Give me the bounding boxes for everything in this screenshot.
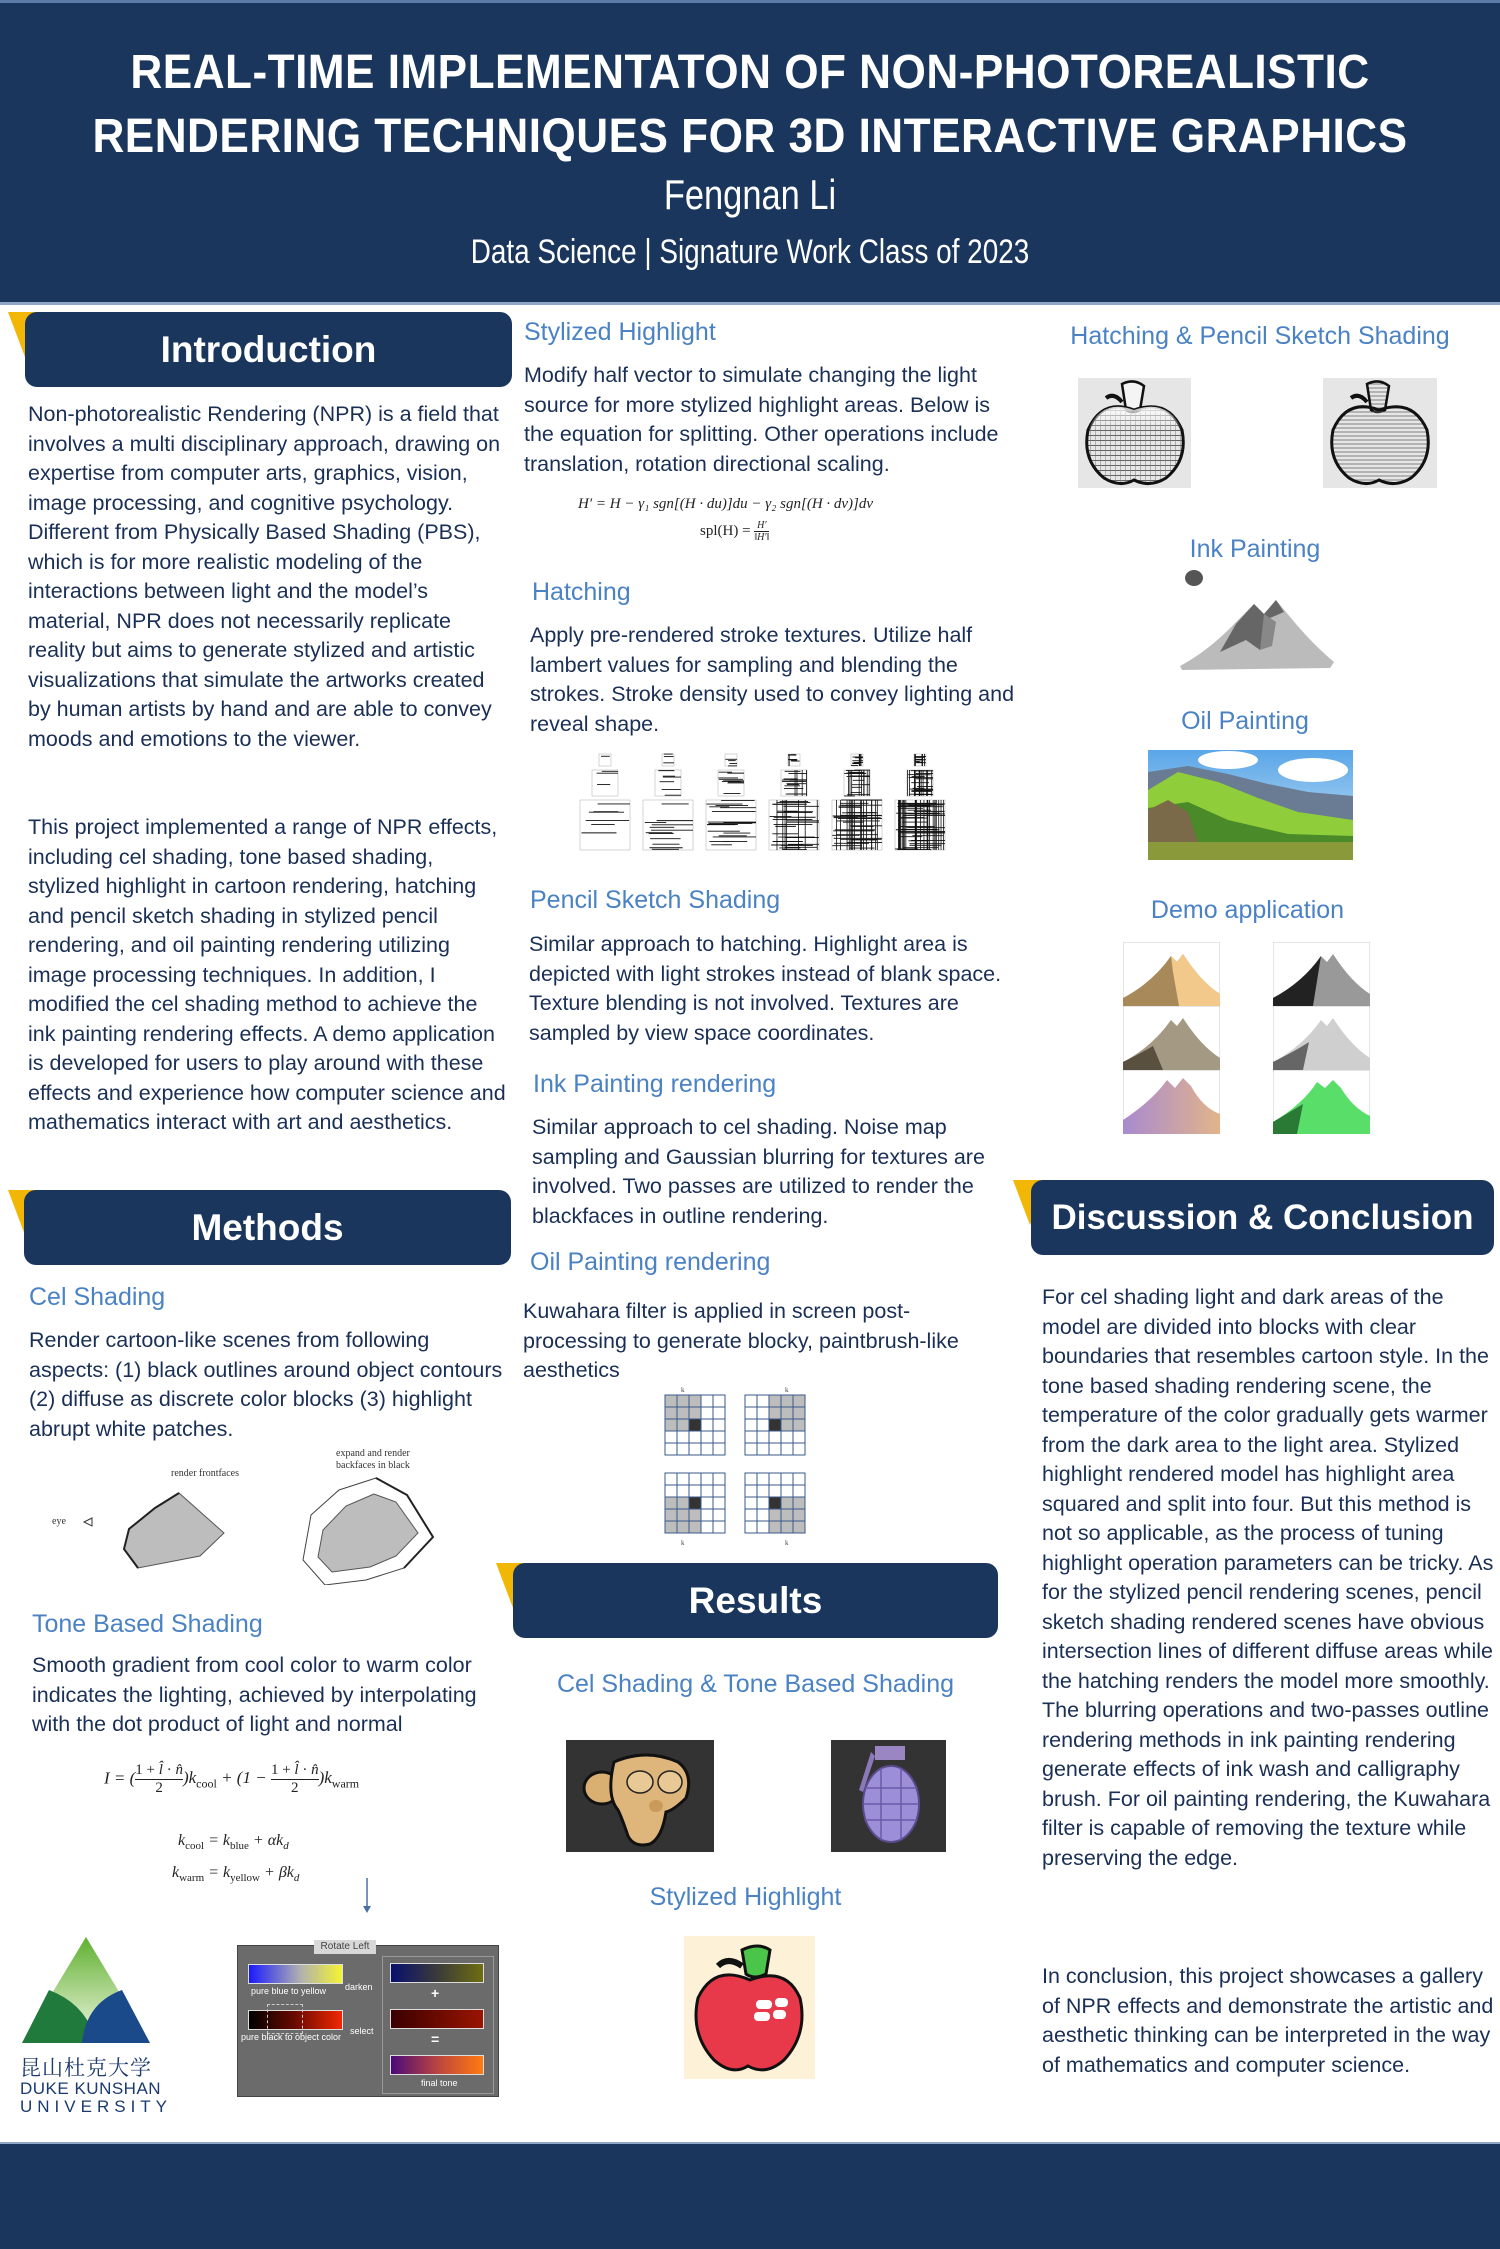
kuwahara-cell (713, 1473, 725, 1485)
hatching-text: Apply pre-rendered stroke textures. Utilize half lambert values for sampling and blending the strokes. Stroke density used to convey lighting and reveal shape. (530, 623, 1015, 736)
kuwahara-cell (677, 1419, 689, 1431)
kuwahara-cell (665, 1395, 677, 1407)
demo-application-grid (1123, 942, 1373, 1134)
tone-based-text: Smooth gradient from cool color to warm color indicates the lighting, achieved by interpolating with the dot product of light and normal (32, 1653, 477, 1736)
kuwahara-cell (701, 1419, 713, 1431)
ink-painting-text: Similar approach to cel shading. Noise map sampling and Gaussian blurring for textures are involved. Two passes are utilized to render the blackfaces in outline rendering. (532, 1115, 985, 1228)
tone-equation-kwarm: $k_{warm} = k_{yellow} + \beta k_d$ (172, 1864, 300, 1885)
section-banner-results (513, 1563, 998, 1638)
discussion-paragraph-2: In conclusion, this project showcases a gallery of NPR effects and demonstrate the artistic and aesthetic thinking can be interpreted in the way of mathematics and computer science. (1042, 1964, 1494, 2077)
kuwahara-cell (701, 1509, 713, 1521)
kuwahara-grid (745, 1473, 805, 1545)
author-name: Fengnan Li (663, 171, 837, 218)
oil-painting-text: Kuwahara filter is applied in screen post-processing to generate blocky, paintbrush-like aesthetics (523, 1299, 959, 1382)
cel-shading-text: Render cartoon-like scenes from following aspects: (1) black outlines around object contours (2) diffuse as discrete color blocks (3) highlight abrupt white patches. (29, 1328, 503, 1441)
kuwahara-cell (745, 1485, 757, 1497)
spl-lhs: spl(H) = (700, 522, 751, 539)
hatch-texture (718, 770, 744, 796)
darkened-gradient (390, 1963, 484, 1983)
kuwahara-cell (665, 1419, 677, 1431)
ink-painting-mountain-image (1180, 560, 1340, 670)
kuwahara-cell (701, 1473, 713, 1485)
kuwahara-cell (701, 1443, 713, 1455)
kuwahara-cell (689, 1407, 701, 1419)
kuwahara-cell (769, 1395, 781, 1407)
subhead-oil-painting-results: Oil Painting (1181, 707, 1309, 735)
kuwahara-cell (757, 1407, 769, 1419)
kuwahara-cell (689, 1473, 701, 1485)
final-tone-gradient (390, 2055, 484, 2075)
kuwahara-grid (665, 1386, 725, 1455)
poster-footer (0, 2142, 1500, 2249)
subhead-hatching: Hatching (532, 578, 631, 606)
kuwahara-cell (781, 1419, 793, 1431)
darken-label: darken (345, 1982, 373, 1992)
k-label: k (785, 1539, 789, 1545)
demo-screenshot-green (1273, 1070, 1370, 1134)
demo-screenshot-pencil (1273, 1006, 1370, 1070)
kuwahara-cell (757, 1419, 769, 1431)
kuwahara-cell (689, 1497, 701, 1509)
eye-label: eye (52, 1516, 66, 1527)
hatch-texture (844, 770, 870, 796)
final-tone-label: final tone (421, 2078, 458, 2088)
hatch-texture (769, 800, 819, 850)
hatched-apple-image (1078, 378, 1191, 488)
kuwahara-cell (769, 1509, 781, 1521)
equals-sign: = (431, 2031, 440, 2047)
kuwahara-cell (793, 1443, 805, 1455)
backfaces-label-1: expand and render (336, 1448, 410, 1459)
kuwahara-cell (745, 1419, 757, 1431)
kuwahara-cell (665, 1443, 677, 1455)
kuwahara-cell (689, 1509, 701, 1521)
kuwahara-cell (677, 1431, 689, 1443)
hatch-texture (643, 800, 693, 850)
spl-equation (700, 520, 769, 543)
kuwahara-cell (757, 1497, 769, 1509)
hatch-texture (706, 800, 756, 850)
kuwahara-diagram (645, 1385, 835, 1545)
hatch-texture (851, 754, 863, 766)
hatch-texture (655, 770, 681, 796)
kuwahara-cell (701, 1497, 713, 1509)
select-box (267, 2004, 303, 2034)
hatch-texture (781, 770, 807, 796)
logo-line1: DUKE KUNSHAN (20, 2079, 162, 2098)
kuwahara-cell (713, 1395, 725, 1407)
rotate-left-tab: Rotate Left (314, 1940, 376, 1954)
kuwahara-cell (781, 1395, 793, 1407)
kuwahara-cell (665, 1473, 677, 1485)
kuwahara-cell (713, 1521, 725, 1533)
split-equation: H′ = H − γ₁ sgn[(H · du)]du − γ₂ sgn[(H · dv)]dv (578, 496, 874, 512)
frontface-polygon (124, 1493, 224, 1568)
kuwahara-cell (689, 1485, 701, 1497)
dku-logo-mark (18, 1935, 153, 2045)
hatch-texture (592, 770, 618, 796)
subhead-cel-shading: Cel Shading (29, 1283, 166, 1311)
cel-shaded-monkey-image (566, 1740, 714, 1852)
kuwahara-cell (781, 1407, 793, 1419)
k-label: k (681, 1539, 685, 1545)
kuwahara-cell (665, 1521, 677, 1533)
section-banner-methods (24, 1190, 511, 1265)
section-banner-introduction (25, 312, 512, 387)
kuwahara-cell (701, 1395, 713, 1407)
intro-paragraph-2: This project implemented a range of NPR effects, including cel shading, tone based shading, stylized highlight in cartoon rendering, hatching and pencil sketch shading in stylized pencil rendering, and oil painting rendering utilizing image processing techniques. In addition, I modified the cel shading method to achieve the ink painting rendering effects. A demo application is developed for users to play around with these effects and experience how computer science and mathematics interact with art and aesthetics. (28, 815, 506, 1134)
kuwahara-cell (781, 1509, 793, 1521)
kuwahara-cell (793, 1395, 805, 1407)
kuwahara-cell (701, 1431, 713, 1443)
kuwahara-cell (665, 1497, 677, 1509)
kuwahara-cell (781, 1431, 793, 1443)
section-heading: Discussion & Conclusion (1051, 1197, 1474, 1237)
pencil-sketch-apple-image (1323, 378, 1437, 488)
kuwahara-cell (745, 1497, 757, 1509)
demo-screenshot-tone (1123, 1006, 1220, 1070)
stylized-highlight-text: Modify half vector to simulate changing the light source for more stylized highlight areas. Below is the equation for splitting. Other operations include translation, rotation directional scaling. (524, 363, 999, 476)
tone-equation-main: I = ( $\frac{1 + l̂ \cdot n̂}{2}$ )$k_{cool} + (1$ − $\frac{1 + l̂ \cdot n̂}{2}$ )$k_{warm}$ (104, 1762, 360, 1796)
kuwahara-cell (757, 1473, 769, 1485)
k-label: k (681, 1386, 685, 1394)
kuwahara-cell (781, 1497, 793, 1509)
blue-yellow-label: pure blue to yellow (251, 1986, 327, 1996)
kuwahara-cell (677, 1443, 689, 1455)
kuwahara-cell (677, 1509, 689, 1521)
kuwahara-cell (745, 1509, 757, 1521)
kuwahara-cell (745, 1443, 757, 1455)
subhead-ink-painting-results: Ink Painting (1189, 535, 1321, 563)
kuwahara-grid (745, 1386, 805, 1455)
kuwahara-cell (689, 1521, 701, 1533)
kuwahara-cell (677, 1521, 689, 1533)
hatch-texture (914, 754, 926, 766)
subhead-stylized-highlight-results: Stylized Highlight (649, 1883, 842, 1911)
kuwahara-cell (769, 1497, 781, 1509)
poster-title-line1: REAL-TIME IMPLEMENTATON OF NON-PHOTOREALISTIC (130, 46, 1370, 99)
intro-paragraph-1: Non-photorealistic Rendering (NPR) is a field that involves a multi disciplinary approach, drawing on expertise from computer arts, graphics, vision, image processing, and cognitive psychology. Different from Physically Based Shading (PBS), which is for more realistic modeling of the interactions between light and the model’s material, NPR does not necessarily replicate reality but aims to generate stylized and artistic visualizations that simulate the artworks created by human artists by hand and are able to convey moods and emotions to the viewer. (28, 402, 501, 751)
kuwahara-cell (689, 1431, 701, 1443)
plus-sign: + (431, 1985, 440, 2001)
subhead-oil-painting: Oil Painting rendering (530, 1248, 771, 1276)
kuwahara-cell (701, 1485, 713, 1497)
kuwahara-cell (793, 1407, 805, 1419)
kuwahara-cell (665, 1407, 677, 1419)
kuwahara-cell (793, 1419, 805, 1431)
section-banner-discussion (1031, 1180, 1494, 1255)
backfaces-label-2: backfaces in black (336, 1460, 410, 1471)
hatch-texture (599, 754, 611, 766)
kuwahara-cell (665, 1431, 677, 1443)
select-label: select (350, 2026, 374, 2036)
subhead-pencil-sketch: Pencil Sketch Shading (530, 886, 781, 914)
kuwahara-cell (745, 1395, 757, 1407)
kuwahara-cell (713, 1419, 725, 1431)
hatch-texture (907, 770, 933, 796)
kuwahara-cell (757, 1395, 769, 1407)
hatch-texture (895, 800, 945, 850)
frontfaces-label: render frontfaces (171, 1468, 240, 1479)
kuwahara-cell (757, 1431, 769, 1443)
kuwahara-cell (769, 1473, 781, 1485)
kuwahara-cell (769, 1521, 781, 1533)
arrow-down-icon (362, 1878, 372, 1914)
pencil-sketch-text: Similar approach to hatching. Highlight area is depicted with light strokes instead of blank space. Texture blending is not involved. Textures are sampled by view space coordinates. (529, 932, 1002, 1045)
tone-equation-kcool: $k_{cool} = k_{blue} + \alpha k_d$ (178, 1832, 289, 1853)
kuwahara-cell (713, 1497, 725, 1509)
kuwahara-cell (757, 1509, 769, 1521)
hatch-texture (788, 754, 800, 766)
logo-line2: UNIVERSITY (20, 2097, 173, 2116)
kuwahara-cell (781, 1443, 793, 1455)
oil-painting-landscape-image (1148, 750, 1353, 860)
tonal-art-map (570, 748, 950, 858)
discussion-paragraph-1: For cel shading light and dark areas of the model are divided into blocks with clear boundaries that resembles cartoon style. In the tone based shading rendering scene, the temperature of the color gradually gets warmer from the dark area to the light area. Stylized highlight rendered model has highlight area squared and split into four. But this method is not so applicable, as the process of tuning highlight operation parameters can be tricky. As for the stylized pencil rendering scenes, pencil sketch shading rendered scenes have obvious intersection lines of different diffuse areas while the hatching renders the model more smoothly. The blurring operations and two-passes outline rendering methods in ink painting rendering generate effects of ink wash and calligraphy brush. For oil painting rendering, the Kuwahara filter is capable of removing the texture while preserving the edge. (1042, 1285, 1494, 1870)
kuwahara-cell (793, 1473, 805, 1485)
kuwahara-cell (689, 1419, 701, 1431)
kuwahara-cell (757, 1485, 769, 1497)
section-heading: Results (688, 1579, 823, 1621)
section-heading: Introduction (160, 328, 377, 370)
demo-screenshot-cel (1123, 942, 1220, 1006)
stylized-highlight-apple-image (684, 1936, 815, 2079)
cel-outline-diagram (40, 1440, 460, 1585)
black-object-label: pure black to object color (241, 2032, 342, 2042)
kuwahara-cell (745, 1431, 757, 1443)
logo-chinese: 昆山杜克大学 (20, 2056, 152, 2080)
kuwahara-cell (701, 1521, 713, 1533)
kuwahara-cell (757, 1521, 769, 1533)
poster-title-line2: RENDERING TECHNIQUES FOR 3D INTERACTIVE GRAPHICS (92, 110, 1408, 163)
subhead-cel-tone-results: Cel Shading & Tone Based Shading (556, 1670, 955, 1698)
right-panel (382, 1956, 494, 2094)
tone-diagram (237, 1941, 499, 2097)
spl-numerator: H′ (754, 520, 769, 532)
kuwahara-cell (713, 1407, 725, 1419)
affiliation: Data Science | Signature Work Class of 2023 (470, 233, 1030, 271)
hatch-texture (580, 800, 630, 850)
hatch-texture (662, 754, 674, 766)
kuwahara-cell (713, 1431, 725, 1443)
demo-screenshot-gooch (1123, 1070, 1220, 1134)
kuwahara-cell (793, 1497, 805, 1509)
demo-screenshot-hatching (1273, 942, 1370, 1006)
kuwahara-cell (793, 1431, 805, 1443)
k-label: k (785, 1386, 789, 1394)
blue-yellow-gradient (248, 1964, 343, 1984)
kuwahara-cell (665, 1485, 677, 1497)
kuwahara-cell (745, 1407, 757, 1419)
kuwahara-cell (713, 1509, 725, 1521)
kuwahara-cell (677, 1497, 689, 1509)
kuwahara-cell (677, 1395, 689, 1407)
kuwahara-cell (677, 1407, 689, 1419)
kuwahara-cell (769, 1431, 781, 1443)
kuwahara-cell (793, 1485, 805, 1497)
kuwahara-cell (677, 1485, 689, 1497)
subhead-stylized-highlight: Stylized Highlight (524, 318, 716, 346)
poster-header (0, 0, 1500, 305)
section-heading: Methods (191, 1206, 344, 1248)
kuwahara-cell (769, 1407, 781, 1419)
kuwahara-cell (769, 1419, 781, 1431)
kuwahara-cell (701, 1407, 713, 1419)
kuwahara-cell (757, 1443, 769, 1455)
hatch-texture (832, 800, 882, 850)
kuwahara-cell (769, 1485, 781, 1497)
kuwahara-cell (689, 1395, 701, 1407)
kuwahara-cell (793, 1521, 805, 1533)
kuwahara-cell (713, 1485, 725, 1497)
spl-denominator: ‖H′‖ (754, 532, 770, 543)
tone-shaded-grenade-image (831, 1740, 946, 1852)
kuwahara-cell (665, 1509, 677, 1521)
subhead-demo-application: Demo application (1150, 896, 1345, 924)
kuwahara-cell (793, 1509, 805, 1521)
kuwahara-cell (781, 1473, 793, 1485)
kuwahara-cell (745, 1521, 757, 1533)
kuwahara-cell (781, 1485, 793, 1497)
kuwahara-cell (781, 1521, 793, 1533)
subhead-ink-painting: Ink Painting rendering (533, 1070, 777, 1098)
eye-icon (84, 1518, 92, 1526)
subhead-tone-based-shading: Tone Based Shading (32, 1610, 263, 1638)
subhead-hatching-results: Hatching & Pencil Sketch Shading (1070, 322, 1450, 350)
kuwahara-cell (713, 1443, 725, 1455)
kuwahara-grid (665, 1473, 725, 1545)
selected-gradient (390, 2009, 484, 2029)
kuwahara-cell (689, 1443, 701, 1455)
kuwahara-cell (745, 1473, 757, 1485)
hatch-texture (725, 754, 737, 766)
kuwahara-cell (769, 1443, 781, 1455)
kuwahara-cell (677, 1473, 689, 1485)
